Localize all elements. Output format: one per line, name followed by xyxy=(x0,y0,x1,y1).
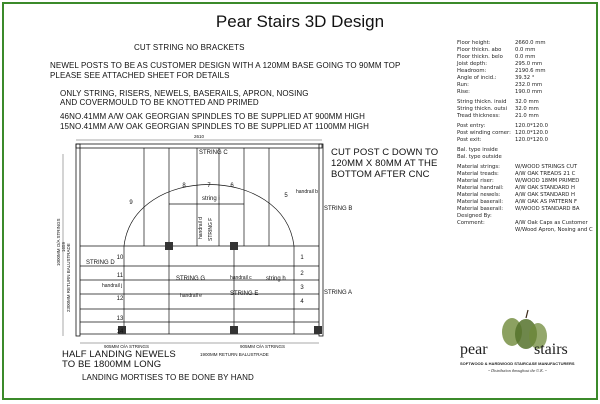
note-cut-post-3: BOTTOM AFTER CNC xyxy=(331,169,430,180)
spec-row xyxy=(457,220,598,227)
dim-top-label: 2610 xyxy=(193,134,205,139)
spec-row xyxy=(457,154,598,161)
step-12: 12 xyxy=(116,296,124,302)
note-only-1: ONLY STRING, RISERS, NEWELS, BASERAILS, APRON, NOSING xyxy=(60,89,309,98)
step-8: 8 xyxy=(182,183,186,189)
spec-value: 120.0*120.0 xyxy=(515,130,548,136)
spec-row xyxy=(457,213,598,220)
spec-row xyxy=(457,192,598,199)
label-string-i: string i xyxy=(202,196,220,202)
label-handrail-b: handrail b xyxy=(296,189,318,195)
spec-value: A/W OAK STANDARD H xyxy=(515,185,575,191)
spec-value: W/Wood Apron, Nosing and C xyxy=(515,227,593,233)
spec-value: 190.0 mm xyxy=(515,89,543,95)
spec-key: Angle of incid.: xyxy=(457,75,497,81)
spec-key: Headroom: xyxy=(457,68,487,74)
label-string-f: STRING F xyxy=(208,217,214,241)
spec-key: Comment: xyxy=(457,220,485,226)
note-spindle-1: 46NO.41MM A/W OAK GEORGIAN SPINDLES TO BE SUPPLIED AT 900MM HIGH xyxy=(60,112,366,121)
page-title: Pear Stairs 3D Design xyxy=(215,12,385,31)
spec-key: Rise: xyxy=(457,89,470,95)
note-spindle-2: 15NO.41MM A/W OAK GEORGIAN SPINDLES TO BE SUPPLIED AT 1100MM HIGH xyxy=(60,122,369,131)
spec-value: A/W OAK STANDARD H xyxy=(515,192,575,198)
spec-row xyxy=(457,130,598,137)
note-newel-2: PLEASE SEE ATTACHED SHEET FOR DETAILS xyxy=(50,71,230,80)
spec-value: 295.0 mm xyxy=(515,61,543,67)
label-handrail-c: handrail c xyxy=(230,275,252,281)
step-14: 14 xyxy=(116,329,124,335)
string-d-line xyxy=(76,144,80,336)
label-bottom-right-strings: 905MM O/A STRINGS xyxy=(240,344,286,349)
note-newel-1: NEWEL POSTS TO BE AS CUSTOMER DESIGN WITH A 120MM BASE GOING TO 90MM TOP xyxy=(50,61,401,70)
label-string-b: STRING B xyxy=(324,206,353,212)
note-half-landing-2: TO BE 1800MM LONG xyxy=(62,359,162,370)
label-string-a: STRING A xyxy=(324,290,353,296)
spec-row xyxy=(457,75,598,82)
spec-value: 0.0 mm xyxy=(515,47,536,53)
spec-row xyxy=(457,113,598,120)
spec-value: 120.0*120.0 xyxy=(515,137,548,143)
spec-row xyxy=(457,40,598,47)
spec-key: Material newels: xyxy=(457,192,501,198)
logo-tagline-2: ~ Distribution throughout the U.K. ~ xyxy=(488,368,547,373)
spec-key: Floor height: xyxy=(457,40,491,46)
spec-key: String thickn. insid xyxy=(457,99,507,105)
spec-row xyxy=(457,47,598,54)
post-b xyxy=(230,326,238,334)
note-only-2: AND COVERMOULD TO BE KNOTTED AND PRIMED xyxy=(60,98,259,107)
note-cut-string: CUT STRING NO BRACKETS xyxy=(134,43,245,52)
spec-key: Material riser: xyxy=(457,178,494,184)
string-c-line xyxy=(76,144,322,148)
spec-row xyxy=(457,106,598,113)
spec-row xyxy=(457,227,598,234)
step-1: 1 xyxy=(300,255,304,261)
spec-key: Material handrail: xyxy=(457,185,504,191)
step-7: 7 xyxy=(207,183,211,189)
spec-value: A/W OAK TREADS 21 C xyxy=(515,171,576,177)
step-6: 6 xyxy=(230,183,234,189)
spec-value: A/W Oak Caps as Customer xyxy=(515,220,588,226)
spec-row xyxy=(457,178,598,185)
post-a xyxy=(314,326,322,334)
step-3: 3 xyxy=(300,285,304,291)
logo-word-pear: pear xyxy=(460,341,488,358)
spec-value: 32.0 mm xyxy=(515,99,539,105)
spec-value: 2660.0 mm xyxy=(515,40,546,46)
label-string-h: string h xyxy=(266,276,286,282)
spec-key: Run: xyxy=(457,82,469,88)
spec-value: W/WOOD STANDARD BA xyxy=(515,206,580,212)
spec-key: Designed By: xyxy=(457,213,492,219)
label-string-c: STRING C xyxy=(199,150,228,156)
label-string-e: STRING E xyxy=(230,291,259,297)
step-2: 2 xyxy=(300,271,304,277)
spec-key: Post winding corner: xyxy=(457,130,511,136)
page-frame xyxy=(2,2,598,400)
note-cut-post-1: CUT POST C DOWN TO xyxy=(331,147,439,158)
post-c xyxy=(230,242,238,250)
step-13: 13 xyxy=(116,316,124,322)
step-10: 10 xyxy=(116,255,124,261)
spec-row xyxy=(457,199,598,206)
spec-key: Material strings: xyxy=(457,164,500,170)
spec-row xyxy=(457,123,598,130)
spec-value: 120.0*120.0 xyxy=(515,123,548,129)
spec-row xyxy=(457,137,598,144)
label-string-g: STRING G xyxy=(176,276,206,282)
spec-value: W/WOOD 18MM PRIMED xyxy=(515,178,580,184)
spec-key: Material baserail: xyxy=(457,199,503,205)
logo-tagline: SOFTWOOD & HARDWOOD STAIRCASE MANUFACTURERS xyxy=(460,361,575,366)
label-handrail-d: handrail d xyxy=(198,217,204,239)
spec-value: W/WOOD STRINGS CUT xyxy=(515,164,578,170)
note-cut-post-2: 120MM X 80MM AT THE xyxy=(331,158,438,169)
spec-key: Bal. type inside xyxy=(457,147,498,153)
label-handrail-e: handrail e xyxy=(180,293,202,299)
label-left-strings: 1000MM O/A STRINGS xyxy=(56,218,61,266)
spec-row xyxy=(457,171,598,178)
post-d xyxy=(165,242,173,250)
spec-key: Joist depth: xyxy=(457,61,487,67)
spec-key: Material baserail: xyxy=(457,206,503,212)
spec-row xyxy=(457,68,598,75)
spec-row xyxy=(457,61,598,68)
spec-row xyxy=(457,185,598,192)
label-left-dim: 1659 xyxy=(61,241,66,252)
label-handrail-j: handrail j xyxy=(102,283,123,289)
spec-key: Tread thickness: xyxy=(457,113,500,119)
step-4: 4 xyxy=(300,299,304,305)
spec-row xyxy=(457,99,598,106)
string-ab-line xyxy=(319,144,323,336)
spec-key: Floor thickn. abo xyxy=(457,47,502,53)
pear-logo-icon xyxy=(478,302,588,358)
spec-row xyxy=(457,89,598,96)
step-11: 11 xyxy=(116,273,124,279)
label-string-d: STRING D xyxy=(86,260,115,266)
spec-value: 21.0 mm xyxy=(515,113,539,119)
spec-key: Post exit: xyxy=(457,137,482,143)
spec-key: Post entry: xyxy=(457,123,486,129)
spec-table xyxy=(457,40,598,234)
spec-row xyxy=(457,147,598,154)
spec-value: 2190.6 mm xyxy=(515,68,546,74)
spec-value: 39.32 ° xyxy=(515,75,535,81)
spec-row xyxy=(457,82,598,89)
spec-value: 232.0 mm xyxy=(515,82,543,88)
spec-row xyxy=(457,54,598,61)
spec-key: Material treads: xyxy=(457,171,499,177)
note-half-landing-1: HALF LANDING NEWELS xyxy=(62,349,176,360)
spec-key: Bal. type outside xyxy=(457,154,502,160)
spec-value: 32.0 mm xyxy=(515,106,539,112)
spec-key: String thickn. outsi xyxy=(457,106,508,112)
spec-row xyxy=(457,206,598,213)
label-bottom-left-strings: 905MM O/A STRINGS xyxy=(104,344,150,349)
label-bottom-balustrade: 1900MM RETURN BALUSTRADE xyxy=(200,352,269,357)
spec-key: Floor thickn. belo xyxy=(457,54,503,60)
spec-row xyxy=(457,164,598,171)
logo-word-stairs: stairs xyxy=(534,341,568,358)
label-left-balustrade: 2300MM RETURN BALUSTRADE xyxy=(66,243,71,312)
step-5: 5 xyxy=(284,193,288,199)
step-9: 9 xyxy=(129,200,133,206)
note-mortises: LANDING MORTISES TO BE DONE BY HAND xyxy=(82,373,254,382)
spec-value: 0.0 mm xyxy=(515,54,536,60)
spec-value: A/W OAK AS PATTERN F xyxy=(515,199,578,205)
